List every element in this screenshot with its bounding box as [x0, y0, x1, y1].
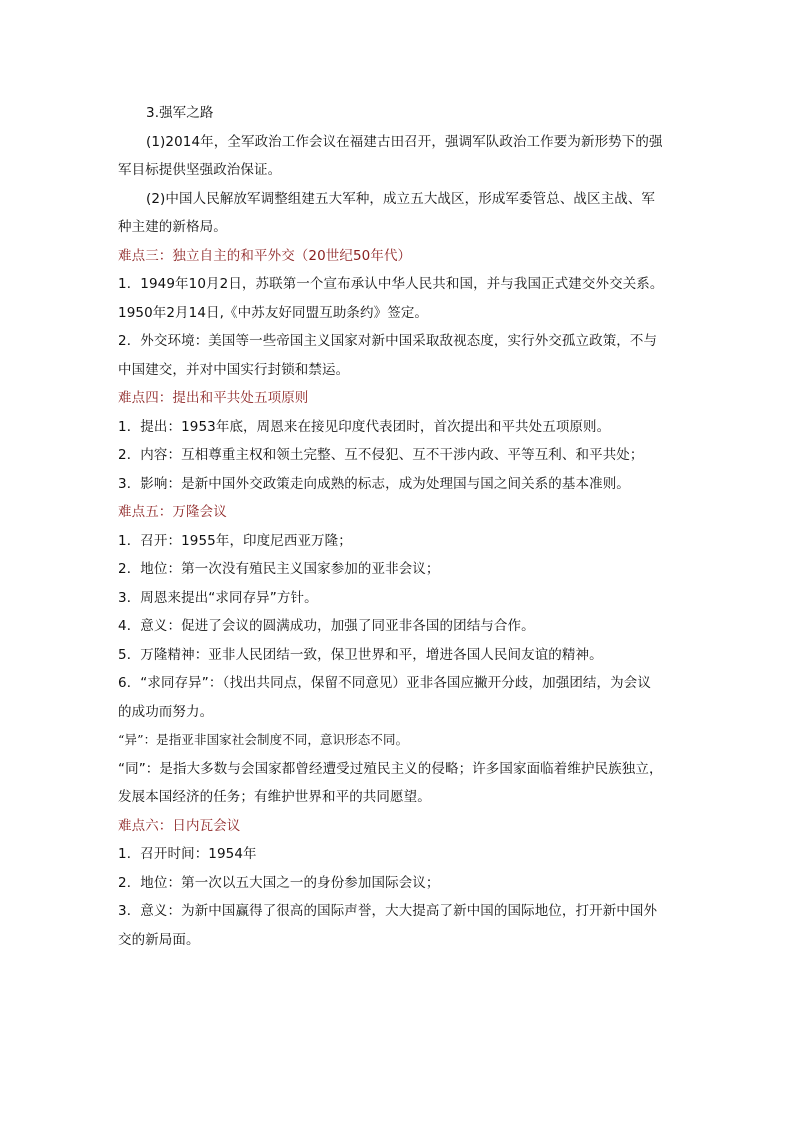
paragraph-line: 发展本国经济的任务；有维护世界和平的共同愿望。 [118, 789, 431, 805]
section-title-strong-army: 3.强军之路 [146, 105, 214, 121]
heading-difficulty-5: 难点五：万隆会议 [118, 504, 227, 520]
paragraph-line: 1．召开时间：1954年 [118, 846, 257, 862]
paragraph-line: “同”：是指大多数与会国家都曾经遭受过殖民主义的侵略；许多国家面临着维护民族独立， [118, 760, 663, 777]
paragraph-line: 6．“求同存异”：（找出共同点，保留不同意见）亚非各国应撇开分歧，加强团结，为会议 [118, 675, 651, 691]
paragraph-line: (1)2014年，全军政治工作会议在福建古田召开，强调军队政治工作要为新形势下的强 [146, 133, 663, 150]
paragraph-line: 的成功而努力。 [118, 703, 214, 720]
paragraph-line: 2．地位：第一次以五大国之一的身份参加国际会议； [118, 874, 440, 891]
paragraph-line: (2)中国人民解放军调整组建五大军种，成立五大战区，形成军委管总、战区主战、军 [146, 190, 656, 207]
paragraph-line: 1．召开：1955年，印度尼西亚万隆； [118, 532, 352, 549]
paragraph-line: 2．外交环境：美国等一些帝国主义国家对新中国采取敌视态度，实行外交孤立政策，不与 [118, 333, 658, 349]
paragraph-line: 5．万隆精神：亚非人民团结一致，保卫世界和平，增进各国人民间友谊的精神。 [118, 646, 603, 663]
paragraph-line: 3．周恩来提出“求同存异”方针。 [118, 589, 318, 606]
heading-difficulty-4: 难点四：提出和平共处五项原则 [118, 390, 309, 406]
paragraph-line: 1950年2月14日,《中苏友好同盟互助条约》签定。 [118, 304, 429, 321]
paragraph-line: 2．内容：互相尊重主权和领土完整、互不侵犯、互不干涉内政、平等互利、和平共处； [118, 447, 644, 463]
paragraph-line: “异”：是指亚非国家社会制度不同，意识形态不同。 [118, 732, 409, 747]
paragraph-line: 1．提出：1953年底，周恩来在接见印度代表团时，首次提出和平共处五项原则。 [118, 418, 611, 435]
paragraph-line: 4．意义：促进了会议的圆满成功，加强了同亚非各国的团结与合作。 [118, 618, 535, 634]
paragraph-line: 交的新局面。 [118, 931, 200, 948]
heading-difficulty-3: 难点三：独立自主的和平外交（20世纪50年代） [118, 247, 412, 264]
paragraph-line: 3．意义：为新中国赢得了很高的国际声誉，大大提高了新中国的国际地位，打开新中国外 [118, 903, 658, 919]
paragraph-line: 中国建交，并对中国实行封锁和禁运。 [118, 361, 350, 378]
paragraph-line: 3．影响：是新中国外交政策走向成熟的标志，成为处理国与国之间关系的基本准则。 [118, 475, 630, 492]
paragraph-line: 1．1949年10月2日，苏联第一个宣布承认中华人民共和国，并与我国正式建交外交关系。 [118, 276, 664, 292]
paragraph-line: 军目标提供坚强政治保证。 [118, 162, 282, 178]
paragraph-line: 种主建的新格局。 [118, 219, 227, 235]
paragraph-line: 2．地位：第一次没有殖民主义国家参加的亚非会议； [118, 561, 440, 577]
heading-difficulty-6: 难点六：日内瓦会议 [118, 817, 241, 834]
